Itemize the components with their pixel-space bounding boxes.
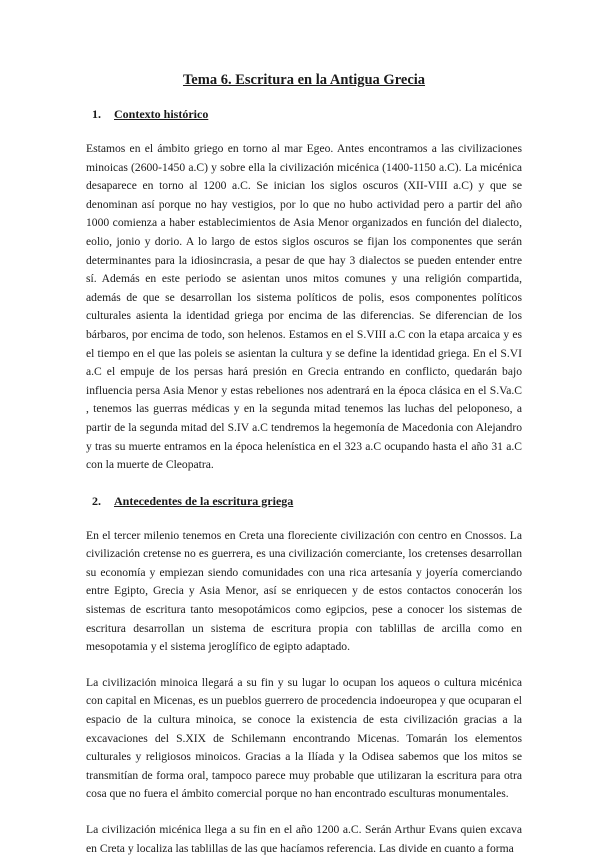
paragraph: La civilización micénica llega a su fin en el año 1200 a.C. Serán Arthur Evans quien excava en Creta y localiza las tablillas de las que hacíamos referencia. Las divide en cuanto a forma: [86, 823, 522, 855]
section-heading-antecedentes: [86, 494, 522, 509]
section-heading-contexto: [86, 107, 522, 122]
section-title: Antecedentes de la escritura griega: [114, 493, 294, 508]
section-title: Contexto histórico: [114, 107, 209, 121]
paragraph: En el tercer milenio tenemos en Creta una floreciente civilización con centro en Cnossos. La civilización cretense no es guerrera, es una civilización comerciante, los cretenses desarrollan su economía y empiezan siendo comunidades con una rica artesanía y joyería comerciando entre Egipto, Grecia y Asia Menor, así se enriquecen y de estos contactos conocerán los sistemas de escritura tanto mesopotámicos como egipcios, pese a conocer los sistemas de escritura desarrollan un sistema de escritura propia con tablillas de arcilla como en mesopotamia y el sistema jeroglífico de egipto adaptado.: [86, 528, 522, 654]
paragraph: La civilización minoica llegará a su fin y su lugar lo ocupan los aqueos o cultura micénica con capital en Micenas, es un pueblos guerrero de procedencia indoeuropea y que ocuparan el espacio de la cultura minoica, se conoce la existencia de esta civilización gracias a la excavaciones del S.XIX de Schilemann encontrando Micenas. Tomarán los elementos culturales y religiosos minoicos. Gracias a la Ilíada y la Odisea sabemos que los mitos se transmitían de forma oral, tampoco parece muy probable que utilizaran la escritura para otra cosa que no fuera el ámbito comercial porque no han encontrado esculturas monumentales.: [86, 675, 522, 801]
section-number: 2.: [92, 493, 101, 508]
page-title: Tema 6. Escritura en la Antigua Grecia: [182, 72, 426, 88]
paragraph: Estamos en el ámbito griego en torno al mar Egeo. Antes encontramos a las civilizaciones minoicas (2600-1450 a.C) y sobre ella la civilización micénica (1400-1150 a.C). La micénica desaparece en torno al 1200 a.C. Se inician los siglos oscuros (XII-VIII a.C) y que se denominan así porque no hay vestigios, por lo que no hubo actividad pero a partir del año 1000 comienza a haber establecimientos de Asia Menor organizados en función del dialecto, eolio, jonio y dorio. A lo largo de estos siglos oscuros se fijan los componentes que serán determinantes para la idiosincrasia, a pesar de que hay 3 dialectos se pueden entender entre sí. Además en este periodo se asientan unos mitos comunes y una religión compartida, además de que se desarrollan los sistema políticos de polis, esos componentes políticos culturales asienta la identidad griega por encima de las diferencias. Se diferencian de los bárbaros, por encima de todo, son helenos. Estamos en el S.VIII a.C con la etapa arcaica y es el tiempo en el que las poleis se asientan la cultura y se define la identidad griega. En el S.VI a.C el empuje de los persas hará presión en Grecia entrando en conflicto, quedarán bajo influencia persa Asia Menor y estas rebeliones nos adentrará en la época clásica en el S.Va.C , tenemos las guerras médicas y en la segunda mitad tenemos las luchas del peloponeso, a partir de la segunda mitad del S.IV a.C tendremos la hegemonía de Macedonia con Alejandro y tras su muerte entramos en la época helenística en el 323 a.C ocupando hasta el año 31 a.C con la muerte de Cleopatra.: [86, 142, 522, 472]
section-number: 1.: [92, 107, 101, 121]
